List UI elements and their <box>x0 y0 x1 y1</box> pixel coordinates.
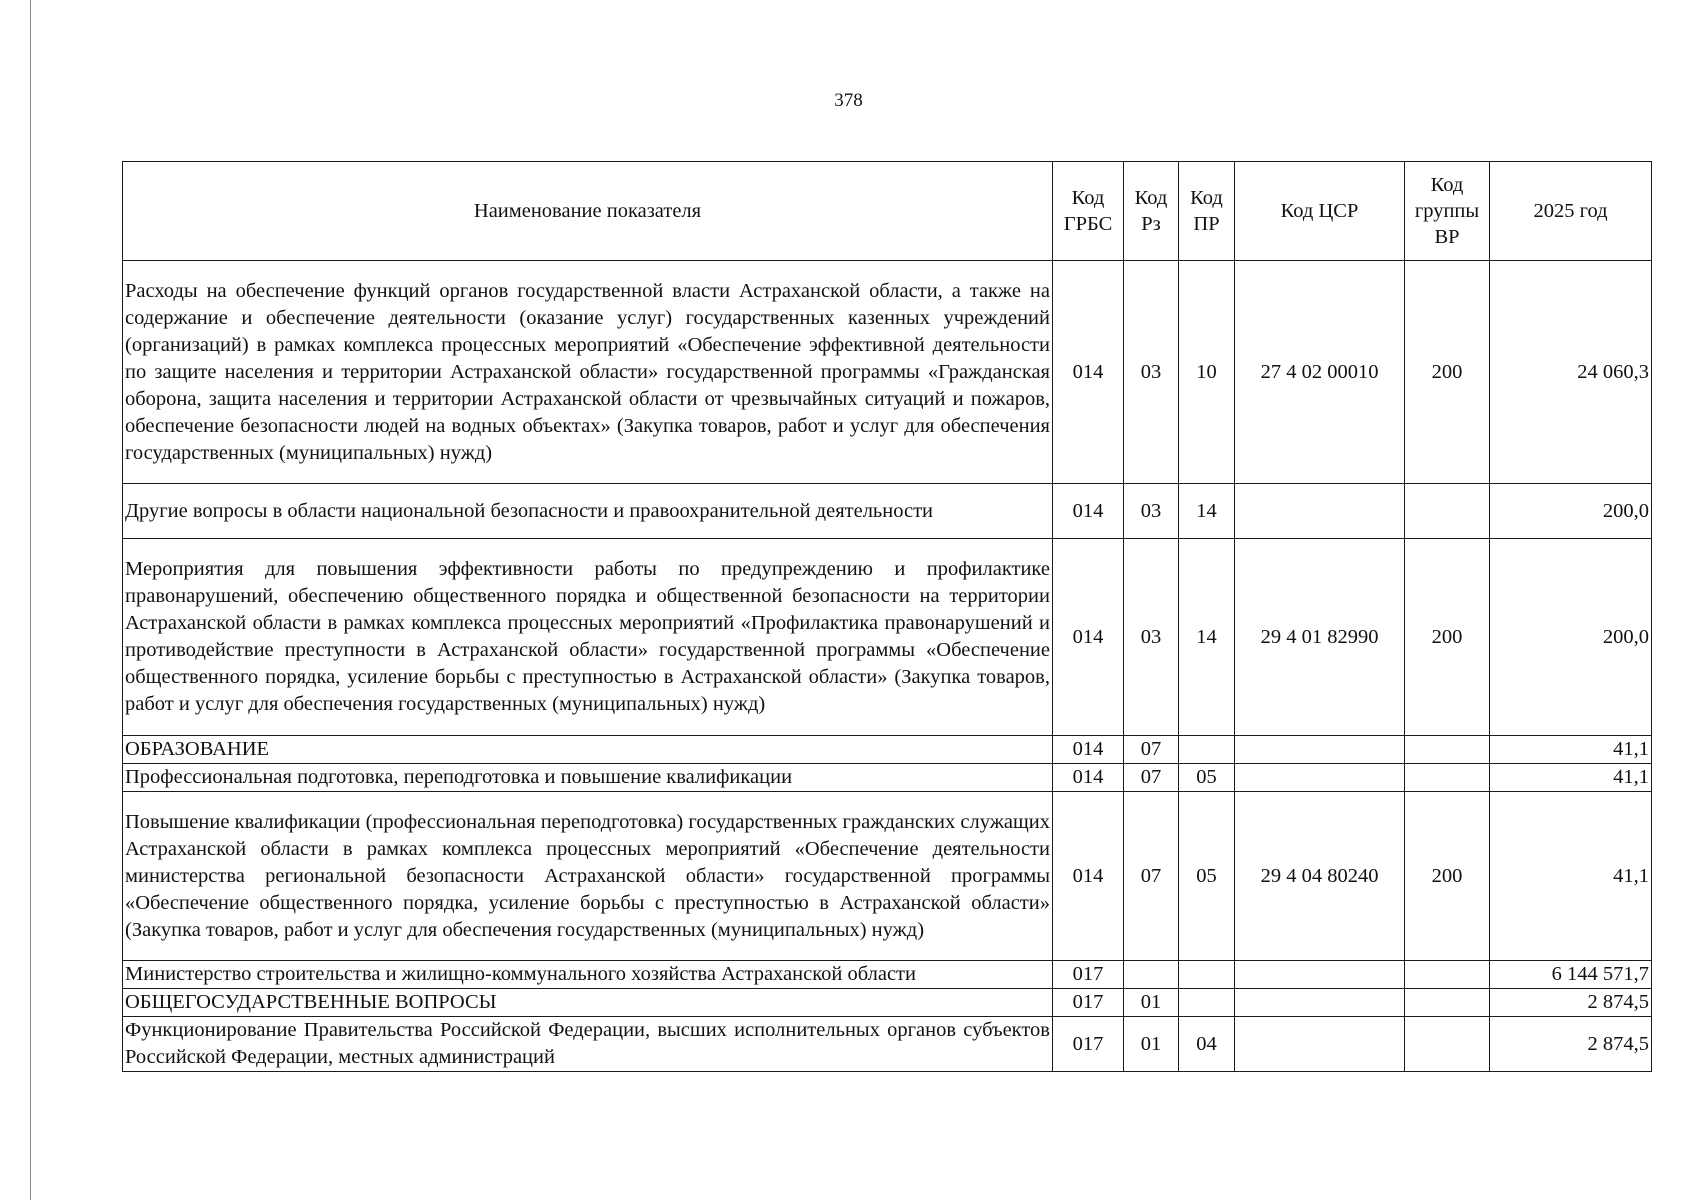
row-name: Повышение квалификации (профессиональная переподготовка) государственных гражданских служащих Астраханской области в рамках комплекса процессных мероприятий «Обеспечение деятельности министерства региональной безопасности Астраханской области» государственной программы «Обеспечение общественного порядка, усиление борьбы с преступностью в Астраханской области» (Закупка товаров, работ и услуг для обеспечения государственных (муниципальных) нужд) <box>123 792 1053 961</box>
row-vr <box>1405 736 1490 764</box>
budget-table <box>122 161 1652 1072</box>
row-pr: 14 <box>1179 484 1235 539</box>
row-rz: 07 <box>1124 736 1179 764</box>
row-vr: 200 <box>1405 261 1490 484</box>
row-pr: 04 <box>1179 1017 1235 1072</box>
row-pr: 05 <box>1179 792 1235 961</box>
row-vr: 200 <box>1405 792 1490 961</box>
row-amount: 41,1 <box>1490 736 1652 764</box>
row-amount: 41,1 <box>1490 764 1652 792</box>
table-row <box>123 792 1652 961</box>
header-rz: Код Рз <box>1124 162 1179 261</box>
row-grbs: 014 <box>1053 736 1124 764</box>
header-pr: Код ПР <box>1179 162 1235 261</box>
row-rz: 01 <box>1124 1017 1179 1072</box>
row-csr <box>1235 736 1405 764</box>
row-pr <box>1179 961 1235 989</box>
row-amount: 200,0 <box>1490 484 1652 539</box>
table-row <box>123 1017 1652 1072</box>
row-amount: 2 874,5 <box>1490 1017 1652 1072</box>
table-row <box>123 261 1652 484</box>
row-grbs: 017 <box>1053 989 1124 1017</box>
row-name: Мероприятия для повышения эффективности работы по предупреждению и профилактике правонарушений, обеспечению общественного порядка и общественной безопасности на территории Астраханской области в рамках комплекса процессных мероприятий «Профилактика правонарушений и противодействие преступности в Астраханской области» государственной программы «Обеспечение общественного порядка, усиление борьбы с преступностью в Астраханской области» (Закупка товаров, работ и услуг для обеспечения государственных (муниципальных) нужд) <box>123 539 1053 736</box>
header-year: 2025 год <box>1490 162 1652 261</box>
row-grbs: 014 <box>1053 792 1124 961</box>
row-csr <box>1235 764 1405 792</box>
row-csr <box>1235 989 1405 1017</box>
row-name: ОБРАЗОВАНИЕ <box>123 736 1053 764</box>
header-name: Наименование показателя <box>123 162 1053 261</box>
header-vr: Код группы ВР <box>1405 162 1490 261</box>
row-csr <box>1235 484 1405 539</box>
row-pr <box>1179 736 1235 764</box>
table-row <box>123 484 1652 539</box>
row-grbs: 017 <box>1053 961 1124 989</box>
row-vr: 200 <box>1405 539 1490 736</box>
row-rz <box>1124 961 1179 989</box>
row-name: Профессиональная подготовка, переподготовка и повышение квалификации <box>123 764 1053 792</box>
row-grbs: 017 <box>1053 1017 1124 1072</box>
row-rz: 03 <box>1124 261 1179 484</box>
row-rz: 03 <box>1124 484 1179 539</box>
row-csr: 29 4 04 80240 <box>1235 792 1405 961</box>
row-csr: 27 4 02 00010 <box>1235 261 1405 484</box>
table-row <box>123 539 1652 736</box>
row-csr: 29 4 01 82990 <box>1235 539 1405 736</box>
row-pr: 10 <box>1179 261 1235 484</box>
row-name: Функционирование Правительства Российской Федерации, высших исполнительных органов субъектов Российской Федерации, местных администраций <box>123 1017 1053 1072</box>
row-name: Расходы на обеспечение функций органов государственной власти Астраханской области, а также на содержание и обеспечение деятельности (оказание услуг) государственных казенных учреждений (организаций) в рамках комплекса процессных мероприятий «Обеспечение эффективной деятельности по защите населения и территории Астраханской области» государственной программы «Гражданская оборона, защита населения и территории Астраханской области от чрезвычайных ситуаций и пожаров, обеспечение безопасности людей на водных объектах» (Закупка товаров, работ и услуг для обеспечения государственных (муниципальных) нужд) <box>123 261 1053 484</box>
row-vr <box>1405 764 1490 792</box>
row-amount: 6 144 571,7 <box>1490 961 1652 989</box>
row-vr <box>1405 961 1490 989</box>
row-grbs: 014 <box>1053 764 1124 792</box>
row-amount: 24 060,3 <box>1490 261 1652 484</box>
table-header-row <box>123 162 1652 261</box>
row-name: Министерство строительства и жилищно-коммунального хозяйства Астраханской области <box>123 961 1053 989</box>
table-row <box>123 736 1652 764</box>
table-row <box>123 961 1652 989</box>
row-rz: 07 <box>1124 764 1179 792</box>
row-vr <box>1405 484 1490 539</box>
row-pr: 05 <box>1179 764 1235 792</box>
page-number: 378 <box>834 90 863 111</box>
row-grbs: 014 <box>1053 539 1124 736</box>
row-vr <box>1405 1017 1490 1072</box>
row-pr <box>1179 989 1235 1017</box>
row-amount: 2 874,5 <box>1490 989 1652 1017</box>
row-name: Другие вопросы в области национальной безопасности и правоохранительной деятельности <box>123 484 1053 539</box>
row-csr <box>1235 961 1405 989</box>
row-vr <box>1405 989 1490 1017</box>
row-rz: 03 <box>1124 539 1179 736</box>
table-row <box>123 764 1652 792</box>
scan-margin-line <box>30 0 31 1200</box>
table-row <box>123 989 1652 1017</box>
header-csr: Код ЦСР <box>1235 162 1405 261</box>
row-pr: 14 <box>1179 539 1235 736</box>
row-grbs: 014 <box>1053 484 1124 539</box>
row-amount: 200,0 <box>1490 539 1652 736</box>
row-amount: 41,1 <box>1490 792 1652 961</box>
row-grbs: 014 <box>1053 261 1124 484</box>
row-csr <box>1235 1017 1405 1072</box>
row-rz: 01 <box>1124 989 1179 1017</box>
header-grbs: Код ГРБС <box>1053 162 1124 261</box>
row-name: ОБЩЕГОСУДАРСТВЕННЫЕ ВОПРОСЫ <box>123 989 1053 1017</box>
row-rz: 07 <box>1124 792 1179 961</box>
